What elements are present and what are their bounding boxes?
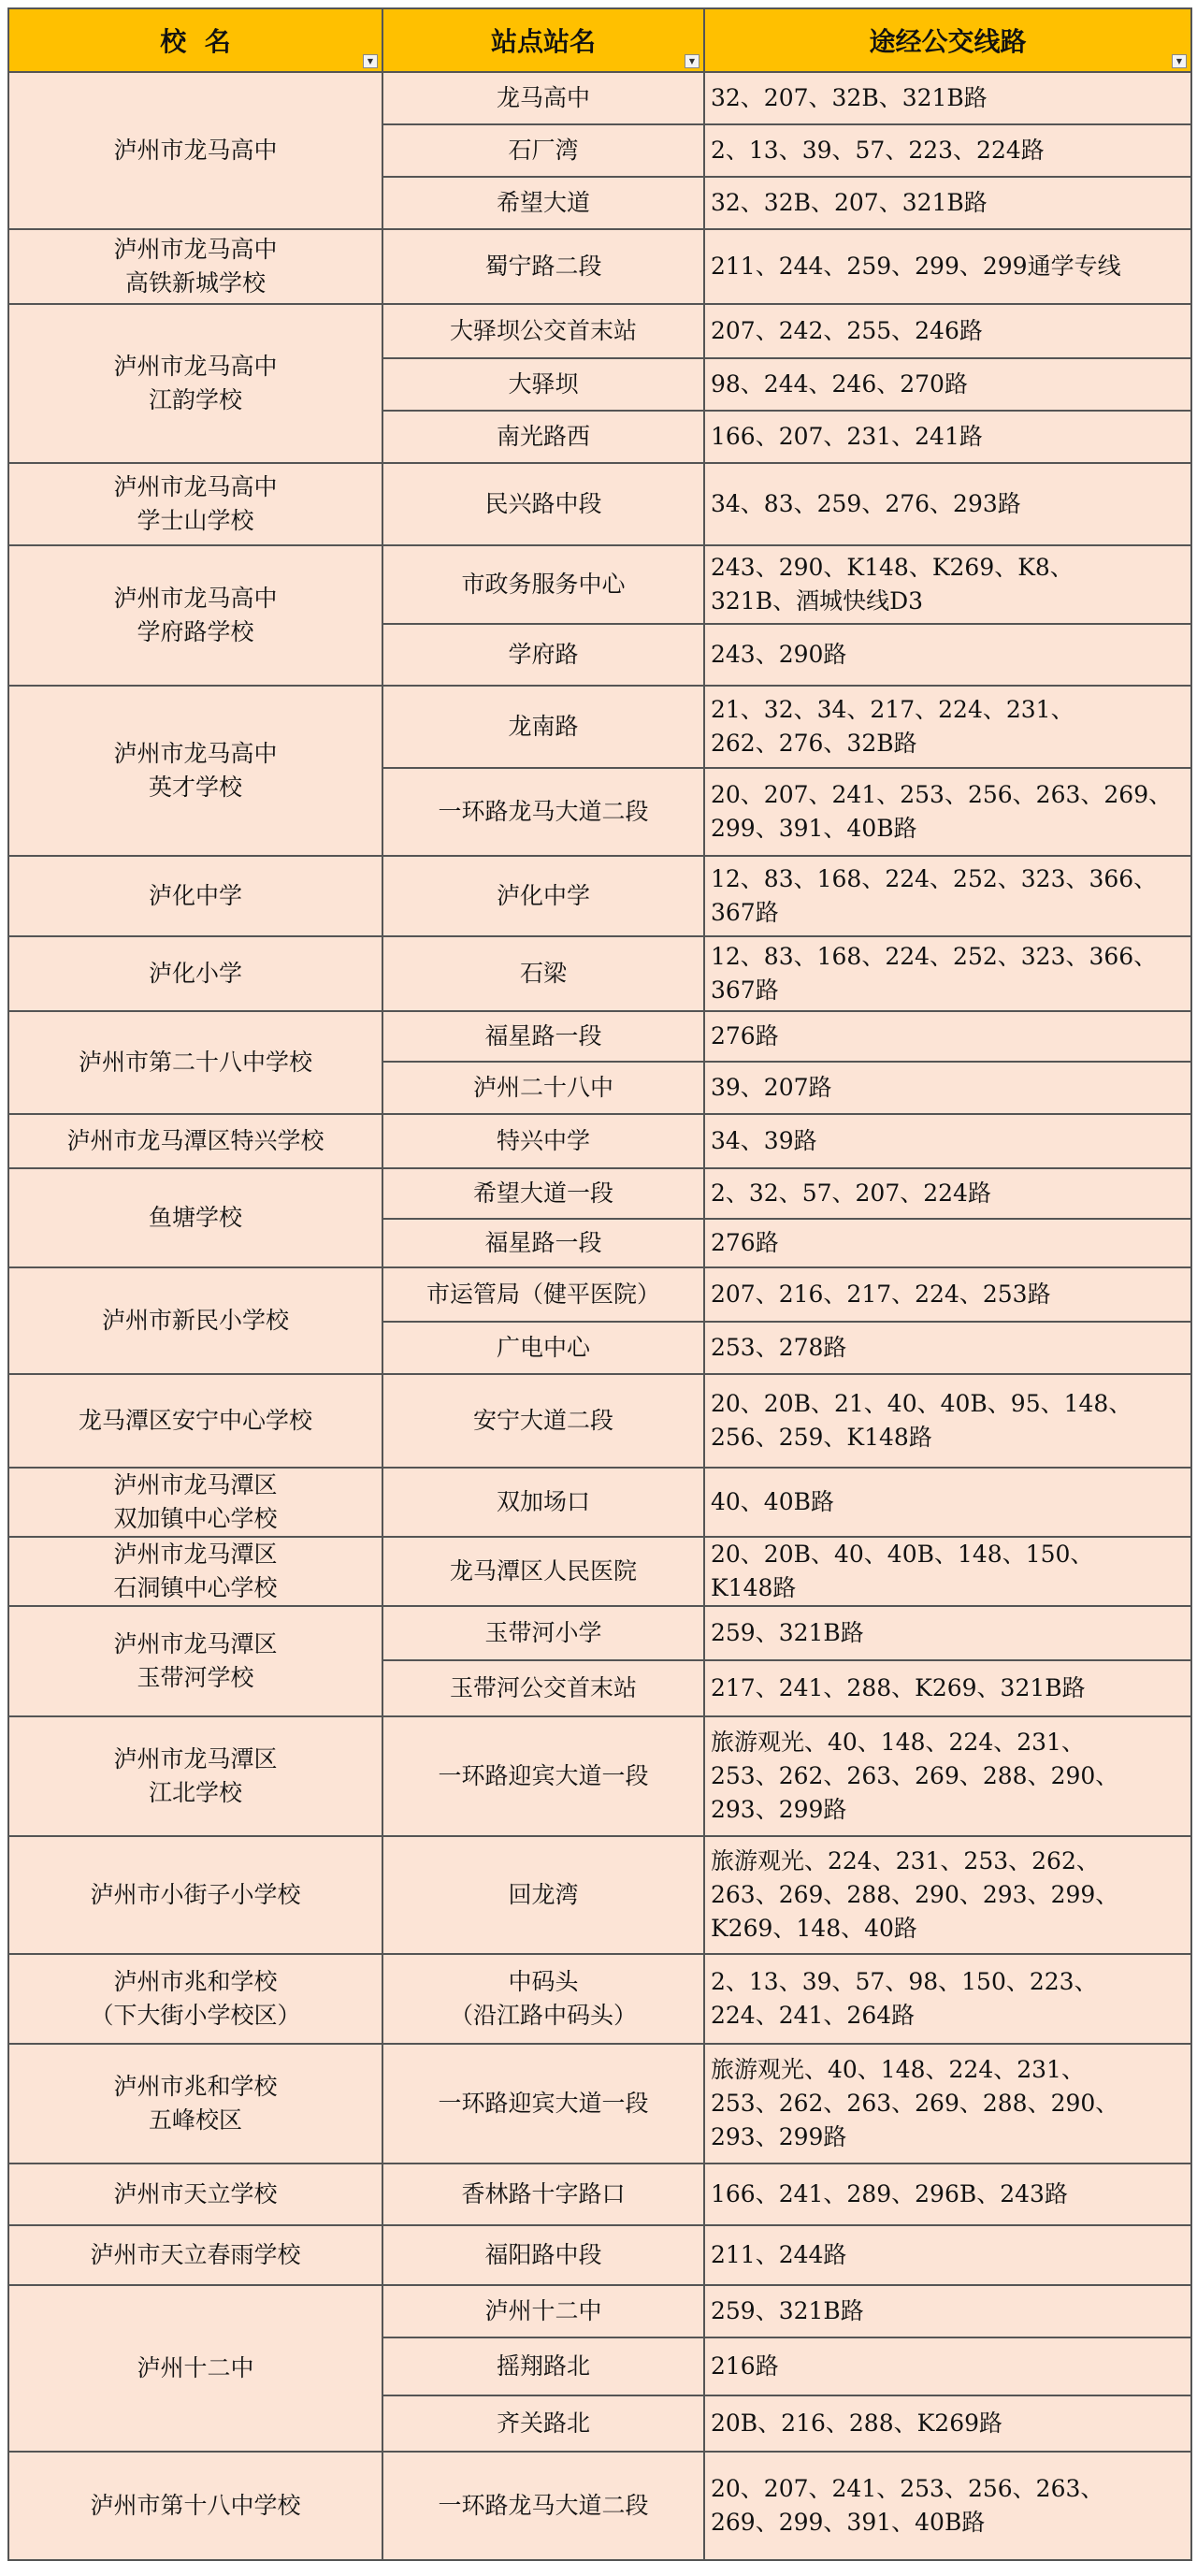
stop-name-cell — [382, 1267, 704, 1322]
table-row — [8, 1537, 1191, 1606]
stop-name-line: 特兴中学 — [496, 1127, 590, 1154]
stop-name-cell — [382, 1954, 704, 2044]
school-name-cell — [8, 1606, 382, 1716]
stop-name-cell — [382, 1114, 704, 1168]
stop-name-line: 香林路十字路口 — [461, 2180, 626, 2207]
stop-name-line: 双加场口 — [496, 1488, 590, 1515]
stop-name-cell — [382, 1168, 704, 1219]
bus-routes-cell — [704, 1660, 1191, 1716]
bus-routes-line: 253、278路 — [711, 1334, 847, 1361]
bus-routes-line: 20、20B、40、40B、148、150、 — [711, 1541, 1094, 1568]
stop-name-line: 摇翔路北 — [496, 2352, 590, 2380]
bus-routes-line: 21、32、34、217、224、231、 — [711, 696, 1074, 723]
school-name-line: 泸州市龙马高中 — [113, 585, 278, 612]
school-name-line: 泸州市龙马潭区 — [113, 1471, 278, 1498]
stop-name-line: 一环路龙马大道二段 — [438, 798, 649, 825]
bus-routes-cell — [704, 304, 1191, 358]
school-name-cell — [8, 463, 382, 545]
school-name-cell — [8, 856, 382, 936]
bus-routes-line: 20、207、241、253、256、263、269、 — [711, 781, 1173, 808]
stop-name-line: 一环路迎宾大道一段 — [438, 1762, 649, 1789]
stop-name-line: （沿江路中码头） — [449, 2002, 637, 2029]
school-name-line: 泸州市龙马潭区 — [113, 1541, 278, 1568]
school-name-line: 江韵学校 — [148, 386, 242, 413]
table-row — [8, 2452, 1191, 2560]
dropdown-arrow-icon[interactable]: ▼ — [685, 54, 699, 68]
stop-name-line: 中码头 — [508, 1968, 579, 1995]
stop-name-cell — [382, 1374, 704, 1468]
school-name-line: 泸州市第十八中学校 — [90, 2492, 301, 2519]
bus-routes-cell — [704, 768, 1191, 856]
bus-routes-line: 262、276、32B路 — [711, 730, 917, 757]
school-name-line: 双加镇中心学校 — [113, 1505, 278, 1532]
school-name-line: 泸州市龙马潭区特兴学校 — [66, 1127, 324, 1154]
stop-name-line: 安宁大道二段 — [472, 1407, 613, 1434]
header-row — [8, 8, 1191, 72]
school-name-line: 泸州市小街子小学校 — [90, 1881, 301, 1908]
bus-routes-cell — [704, 1836, 1191, 1954]
school-name-cell — [8, 229, 382, 304]
table-row — [8, 304, 1191, 358]
bus-routes-cell — [704, 1537, 1191, 1606]
table-row — [8, 72, 1191, 124]
bus-routes-cell — [704, 124, 1191, 177]
bus-routes-cell — [704, 2452, 1191, 2560]
stop-name-line: 希望大道 — [496, 189, 590, 216]
bus-routes-cell — [704, 2225, 1191, 2285]
column-header-stop-label: 站点站名 — [490, 26, 596, 57]
school-name-line: 泸化小学 — [148, 960, 242, 987]
table-row — [8, 1374, 1191, 1468]
bus-routes-line: 216路 — [711, 2352, 779, 2380]
bus-routes-line: 34、83、259、276、293路 — [711, 490, 1021, 517]
stop-name-line: 市运管局（健平医院） — [425, 1281, 660, 1308]
school-name-line: 泸州市龙马高中 — [113, 236, 278, 263]
school-name-line: 五峰校区 — [148, 2106, 242, 2134]
school-name-line: 泸州市天立学校 — [113, 2180, 278, 2207]
stop-name-cell — [382, 2164, 704, 2225]
bus-routes-cell — [704, 936, 1191, 1011]
bus-routes-line: 32、32B、207、321B路 — [711, 189, 988, 216]
bus-routes-line: 211、244、259、299、299通学专线 — [711, 253, 1121, 280]
bus-routes-line: K148路 — [711, 1574, 797, 1601]
bus-routes-cell — [704, 411, 1191, 463]
stop-name-cell — [382, 2395, 704, 2452]
bus-routes-cell — [704, 1374, 1191, 1468]
stop-name-cell — [382, 936, 704, 1011]
column-header-routes — [704, 8, 1191, 72]
school-name-line: 泸州市龙马高中 — [113, 137, 278, 164]
table-row — [8, 1011, 1191, 1062]
school-name-line: 高铁新城学校 — [124, 269, 266, 297]
table-row — [8, 1606, 1191, 1660]
bus-routes-line: 20、207、241、253、256、263、 — [711, 2475, 1104, 2502]
stop-name-cell — [382, 768, 704, 856]
stop-name-line: 大驿坝 — [508, 370, 579, 398]
stop-name-line: 学府路 — [508, 641, 579, 668]
table-row — [8, 2225, 1191, 2285]
stop-name-line: 一环路龙马大道二段 — [438, 2492, 649, 2519]
stop-name-cell — [382, 1011, 704, 1062]
stop-name-cell — [382, 1468, 704, 1537]
bus-routes-cell — [704, 463, 1191, 545]
bus-routes-line: 263、269、288、290、293、299、 — [711, 1881, 1119, 1908]
school-name-cell — [8, 1011, 382, 1114]
stop-name-cell — [382, 624, 704, 686]
stop-name-cell — [382, 1219, 704, 1267]
stop-name-line: 回龙湾 — [508, 1881, 579, 1908]
bus-routes-line: 269、299、391、40B路 — [711, 2509, 986, 2536]
table-row — [8, 545, 1191, 624]
school-name-cell — [8, 1374, 382, 1468]
school-name-cell — [8, 1716, 382, 1836]
table-row — [8, 1468, 1191, 1537]
bus-routes-cell — [704, 1011, 1191, 1062]
bus-routes-line: 166、207、231、241路 — [711, 423, 983, 450]
stop-name-cell — [382, 2337, 704, 2395]
bus-routes-cell — [704, 1267, 1191, 1322]
school-name-cell — [8, 686, 382, 856]
bus-routes-cell — [704, 1716, 1191, 1836]
stop-name-cell — [382, 856, 704, 936]
bus-routes-line: 243、290、K148、K269、K8、 — [711, 554, 1074, 581]
bus-routes-cell — [704, 545, 1191, 624]
table-row — [8, 463, 1191, 545]
school-name-cell — [8, 1468, 382, 1537]
stop-name-line: 石梁 — [519, 960, 567, 987]
bus-routes-line: 20B、216、288、K269路 — [711, 2410, 1003, 2437]
stop-name-cell — [382, 1716, 704, 1836]
stop-name-cell — [382, 1062, 704, 1114]
stop-name-cell — [382, 1660, 704, 1716]
stop-name-line: 龙马高中 — [496, 84, 590, 111]
bus-routes-line: 299、391、40B路 — [711, 815, 917, 842]
school-name-line: 泸州市龙马高中 — [113, 740, 278, 767]
stop-name-cell — [382, 411, 704, 463]
bus-routes-line: 40、40B路 — [711, 1488, 834, 1515]
school-name-cell — [8, 1954, 382, 2044]
bus-routes-line: K269、148、40路 — [711, 1915, 917, 1942]
stop-name-line: 市政务服务中心 — [461, 571, 626, 598]
bus-routes-line: 259、321B路 — [711, 1619, 864, 1646]
bus-routes-cell — [704, 2044, 1191, 2164]
bus-routes-line: 207、216、217、224、253路 — [711, 1281, 1051, 1308]
bus-routes-line: 2、13、39、57、98、150、223、 — [711, 1968, 1098, 1995]
bus-routes-line: 243、290路 — [711, 641, 847, 668]
bus-routes-line: 253、262、263、269、288、290、 — [711, 1762, 1119, 1789]
bus-routes-cell — [704, 1168, 1191, 1219]
school-name-line: 泸州市龙马高中 — [113, 473, 278, 500]
school-name-line: 泸州市龙马高中 — [113, 353, 278, 380]
table-row — [8, 1114, 1191, 1168]
table-row — [8, 2285, 1191, 2337]
school-name-line: 学府路学校 — [137, 618, 254, 645]
table-row — [8, 1168, 1191, 1219]
stop-name-cell — [382, 463, 704, 545]
stop-name-line: 龙马潭区人民医院 — [449, 1557, 637, 1585]
bus-routes-cell — [704, 2285, 1191, 2337]
bus-routes-cell — [704, 2337, 1191, 2395]
school-name-line: 泸州市兆和学校 — [113, 1968, 278, 1995]
school-name-cell — [8, 2044, 382, 2164]
bus-routes-line: 367路 — [711, 899, 779, 926]
school-name-line: 鱼塘学校 — [148, 1204, 242, 1231]
school-name-cell — [8, 304, 382, 463]
bus-routes-line: 旅游观光、40、148、224、231、 — [711, 1729, 1085, 1756]
column-header-routes-label: 途经公交线路 — [869, 26, 1027, 57]
bus-routes-cell — [704, 229, 1191, 304]
stop-name-line: 玉带河小学 — [484, 1619, 602, 1646]
table-row — [8, 856, 1191, 936]
bus-routes-line: 217、241、288、K269、321B路 — [711, 1674, 1086, 1701]
school-name-line: 龙马潭区安宁中心学校 — [78, 1407, 312, 1434]
bus-routes-cell — [704, 1954, 1191, 2044]
bus-routes-line: 34、39路 — [711, 1127, 817, 1154]
bus-routes-line: 321B、酒城快线D3 — [711, 587, 924, 615]
stop-name-line: 泸州十二中 — [484, 2297, 602, 2324]
bus-routes-cell — [704, 686, 1191, 768]
stop-name-cell — [382, 229, 704, 304]
stop-name-line: 蜀宁路二段 — [484, 253, 602, 280]
school-name-cell — [8, 545, 382, 686]
bus-routes-cell — [704, 1114, 1191, 1168]
bus-routes-cell — [704, 1606, 1191, 1660]
bus-routes-line: 293、299路 — [711, 2123, 847, 2150]
school-name-line: 泸州市新民小学校 — [101, 1307, 289, 1334]
bus-routes-line: 12、83、168、224、252、323、366、 — [711, 943, 1158, 970]
school-name-cell — [8, 2452, 382, 2560]
bus-routes-line: 224、241、264路 — [711, 2002, 916, 2029]
bus-routes-line: 276路 — [711, 1229, 779, 1256]
stop-name-cell — [382, 686, 704, 768]
stop-name-line: 福阳路中段 — [484, 2241, 602, 2268]
bus-routes-line: 2、32、57、207、224路 — [711, 1179, 991, 1207]
stop-name-line: 齐关路北 — [496, 2410, 590, 2437]
stop-name-cell — [382, 1606, 704, 1660]
stop-name-cell — [382, 177, 704, 229]
table-row — [8, 1954, 1191, 2044]
school-name-line: 江北学校 — [148, 1779, 242, 1806]
stop-name-line: 龙南路 — [508, 713, 579, 740]
school-name-line: 泸州市兆和学校 — [113, 2073, 278, 2100]
bus-routes-line: 256、259、K148路 — [711, 1424, 932, 1451]
bus-route-table — [7, 7, 1192, 2561]
bus-routes-cell — [704, 177, 1191, 229]
bus-routes-line: 39、207路 — [711, 1074, 832, 1101]
table-row — [8, 229, 1191, 304]
stop-name-cell — [382, 1836, 704, 1954]
stop-name-cell — [382, 72, 704, 124]
stop-name-cell — [382, 2225, 704, 2285]
bus-routes-line: 211、244路 — [711, 2241, 847, 2268]
school-name-cell — [8, 1537, 382, 1606]
bus-routes-cell — [704, 1219, 1191, 1267]
school-name-cell — [8, 1168, 382, 1267]
school-name-cell — [8, 1114, 382, 1168]
column-header-school — [8, 8, 382, 72]
bus-routes-line: 旅游观光、40、148、224、231、 — [711, 2056, 1085, 2083]
school-name-cell — [8, 936, 382, 1011]
school-name-line: 泸州十二中 — [137, 2354, 254, 2381]
school-name-line: 泸州市第二十八中学校 — [78, 1049, 312, 1076]
school-name-line: 泸州市天立春雨学校 — [90, 2241, 301, 2268]
bus-routes-line: 293、299路 — [711, 1796, 847, 1823]
school-name-line: 泸州市龙马潭区 — [113, 1745, 278, 1773]
bus-routes-line: 2、13、39、57、223、224路 — [711, 137, 1045, 164]
dropdown-arrow-icon[interactable]: ▼ — [363, 54, 378, 68]
stop-name-line: 福星路一段 — [484, 1022, 602, 1049]
bus-routes-line: 276路 — [711, 1022, 779, 1049]
bus-routes-line: 32、207、32B、321B路 — [711, 84, 988, 111]
school-name-line: 泸化中学 — [148, 882, 242, 909]
bus-routes-cell — [704, 358, 1191, 411]
bus-routes-line: 旅游观光、224、231、253、262、 — [711, 1847, 1100, 1874]
stop-name-line: 希望大道一段 — [472, 1179, 613, 1207]
stop-name-line: 泸化中学 — [496, 882, 590, 909]
column-header-school-label: 校 名 — [160, 26, 231, 57]
table-row — [8, 686, 1191, 768]
bus-routes-cell — [704, 1468, 1191, 1537]
bus-routes-line: 367路 — [711, 977, 779, 1004]
stop-name-line: 大驿坝公交首末站 — [449, 317, 637, 344]
stop-name-line: 福星路一段 — [484, 1229, 602, 1256]
table-row — [8, 2164, 1191, 2225]
stop-name-cell — [382, 1537, 704, 1606]
table-row — [8, 2044, 1191, 2164]
school-name-line: 泸州市龙马潭区 — [113, 1630, 278, 1657]
table-body — [8, 72, 1191, 2560]
school-name-cell — [8, 72, 382, 229]
bus-routes-line: 98、244、246、270路 — [711, 370, 968, 398]
bus-routes-line: 20、20B、21、40、40B、95、148、 — [711, 1390, 1132, 1417]
bus-routes-cell — [704, 1062, 1191, 1114]
table-row — [8, 1267, 1191, 1322]
stop-name-cell — [382, 358, 704, 411]
stop-name-cell — [382, 2285, 704, 2337]
stop-name-cell — [382, 1322, 704, 1374]
stop-name-line: 广电中心 — [496, 1334, 590, 1361]
bus-routes-line: 259、321B路 — [711, 2297, 864, 2324]
bus-routes-line: 166、241、289、296B、243路 — [711, 2180, 1068, 2207]
stop-name-cell — [382, 124, 704, 177]
stop-name-line: 南光路西 — [496, 423, 590, 450]
bus-routes-line: 12、83、168、224、252、323、366、 — [711, 865, 1158, 892]
bus-routes-cell — [704, 2164, 1191, 2225]
school-name-cell — [8, 2164, 382, 2225]
school-name-cell — [8, 1836, 382, 1954]
stop-name-line: 玉带河公交首末站 — [449, 1674, 637, 1701]
bus-route-table-container — [7, 7, 1192, 2561]
bus-routes-cell — [704, 856, 1191, 936]
stop-name-cell — [382, 2452, 704, 2560]
school-name-line: 学士山学校 — [137, 507, 254, 534]
school-name-line: 石洞镇中心学校 — [113, 1574, 278, 1601]
stop-name-cell — [382, 304, 704, 358]
school-name-line: 玉带河学校 — [137, 1664, 254, 1691]
stop-name-cell — [382, 2044, 704, 2164]
stop-name-line: 泸州二十八中 — [472, 1074, 613, 1101]
school-name-cell — [8, 1267, 382, 1374]
dropdown-arrow-icon[interactable]: ▼ — [1172, 54, 1187, 68]
column-header-stop — [382, 8, 704, 72]
stop-name-line: 石厂湾 — [508, 137, 579, 164]
bus-routes-cell — [704, 72, 1191, 124]
table-row — [8, 936, 1191, 1011]
school-name-line: （下大街小学校区） — [90, 2002, 301, 2029]
school-name-line: 英才学校 — [148, 774, 242, 801]
school-name-cell — [8, 2225, 382, 2285]
bus-routes-line: 253、262、263、269、288、290、 — [711, 2090, 1119, 2117]
school-name-cell — [8, 2285, 382, 2452]
table-row — [8, 1836, 1191, 1954]
bus-routes-cell — [704, 1322, 1191, 1374]
stop-name-cell — [382, 545, 704, 624]
stop-name-line: 一环路迎宾大道一段 — [438, 2090, 649, 2117]
bus-routes-line: 207、242、255、246路 — [711, 317, 983, 344]
table-row — [8, 1716, 1191, 1836]
bus-routes-cell — [704, 2395, 1191, 2452]
stop-name-line: 民兴路中段 — [484, 490, 602, 517]
bus-routes-cell — [704, 624, 1191, 686]
